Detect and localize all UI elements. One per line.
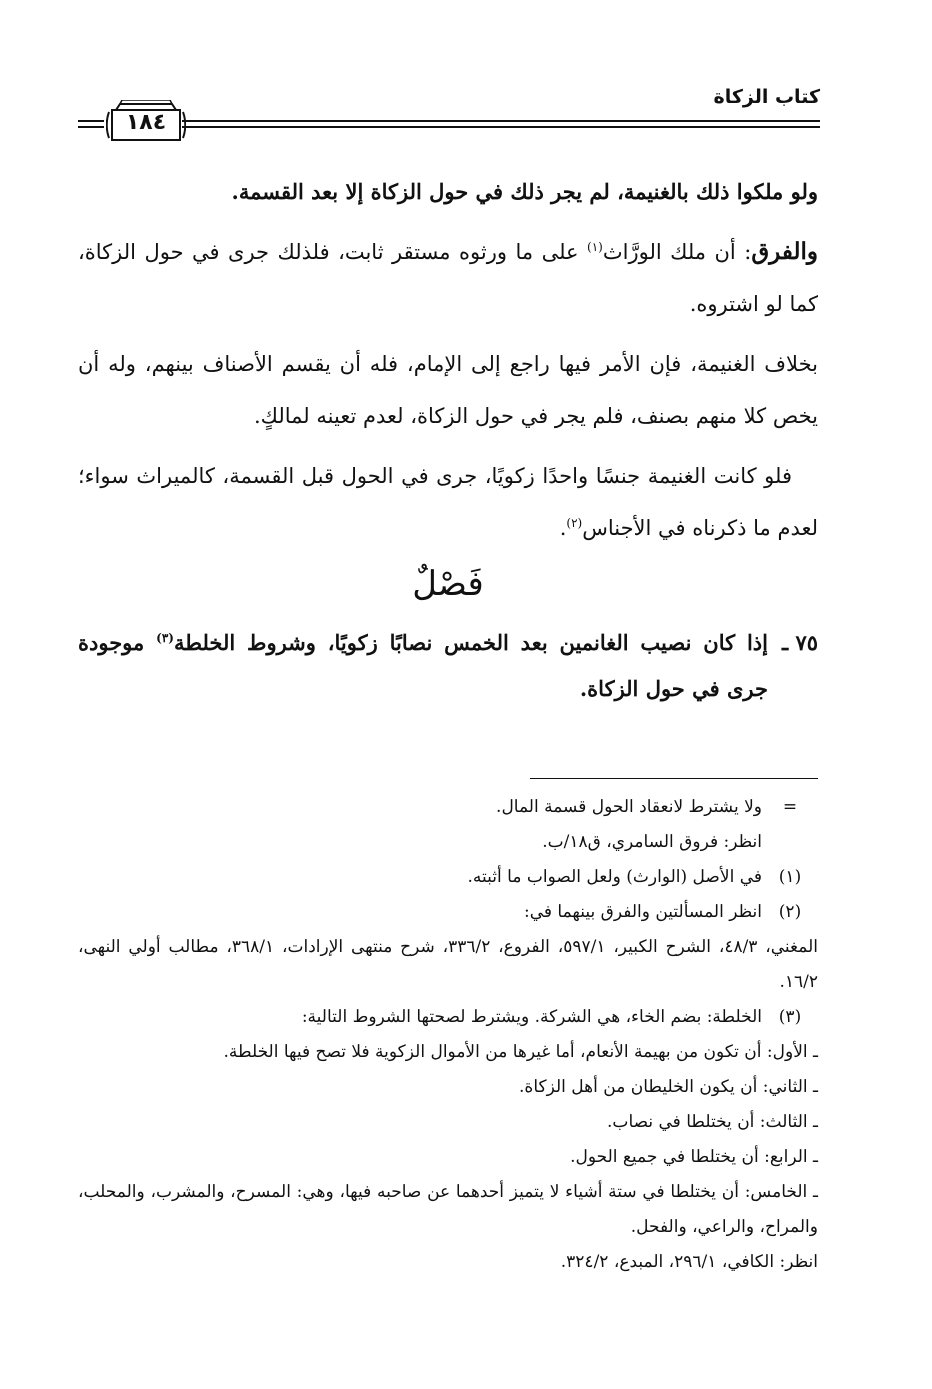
paragraph-4-text-b: . xyxy=(559,516,567,540)
footnote-line: انظر: فروق السامري، ق١٨/ب. xyxy=(542,832,762,852)
issue-text-a: إذا كان نصيب الغانمين بعد الخمس نصابًا زكويًا، وشروط الخلطة xyxy=(173,630,768,655)
footnote-ref-2: (٢) xyxy=(566,516,583,530)
page-number-badge xyxy=(106,100,186,144)
issue-text-b: موجودة جرى في حول الزكاة. xyxy=(78,630,768,701)
header-rules xyxy=(78,118,820,130)
issue-number: ٧٥ ـ xyxy=(781,630,818,655)
footnote-line: انظر المسألتين والفرق بينهما في: xyxy=(524,902,762,922)
footnote-separator xyxy=(530,778,818,779)
footnote-ref-1: (١) xyxy=(587,240,603,254)
page-number: ١٨٤ xyxy=(125,110,167,135)
paragraph-1 xyxy=(78,166,818,218)
footnote-3-condition: ـ الخامس: أن يختلطا في ستة أشياء لا يتميز أحدهما عن صاحبه فيها، وهي: المسرح، والمشرب، والمحلب، والمراح، والراعي، والفحل. xyxy=(78,1182,818,1237)
main-text xyxy=(78,166,818,1272)
footnote-2 xyxy=(78,895,818,930)
footnote-line: الخلطة: بضم الخاء، هي الشركة. ويشترط لصحتها الشروط التالية: xyxy=(301,1007,762,1027)
running-title: كتاب الزكاة xyxy=(713,86,820,108)
footnote-3-condition: ـ الثالث: أن يختلطا في نصاب. xyxy=(607,1112,818,1132)
header-rule-top xyxy=(182,120,820,122)
header-rule-left-top xyxy=(78,120,104,122)
section-heading: فَصْلٌ xyxy=(412,564,484,604)
footnote-3-condition: ـ الثاني: أن يكون الخليطان من أهل الزكاة. xyxy=(519,1077,818,1097)
footnote-body xyxy=(78,860,762,895)
footnote-3-sources: انظر: الكافي، ٢٩٦/١، المبدع، ٣٢٤/٢. xyxy=(560,1252,818,1272)
paragraph-1-text: ولو ملكوا ذلك بالغنيمة، لم يجر ذلك في حول الزكاة إلا بعد القسمة. xyxy=(231,179,818,204)
footnote-marker: = xyxy=(782,797,798,817)
footnote-1 xyxy=(78,860,818,895)
issue-75 xyxy=(78,620,818,712)
paragraph-2-text-b: على ما ورثوه مستقر ثابت، فلذلك جرى في حول الزكاة، كما لو اشتروه. xyxy=(78,240,818,316)
footnote-body xyxy=(78,895,762,930)
footnote-2-sources: المغني، ٤٨/٣، الشرح الكبير، ٥٩٧/١، الفروع، ٣٣٦/٢، شرح منتهى الإرادات، ٣٦٨/١، مطالب أولي النهى، ١٦/٢. xyxy=(78,937,818,992)
footnote-body xyxy=(78,1000,762,1035)
footnotes xyxy=(78,790,818,1280)
paragraph-3 xyxy=(78,338,818,442)
footnote-3-condition: ـ الرابع: أن يختلطا في جميع الحول. xyxy=(570,1147,818,1167)
paragraph-2-text-a: : أن ملك الورَّاث xyxy=(602,240,752,264)
footnote-3 xyxy=(78,1000,818,1035)
footnote-line: في الأصل (الوارث) ولعل الصواب ما أثبته. xyxy=(467,867,762,887)
lead-word-al-farq: والفرق xyxy=(751,238,818,265)
footnote-continued xyxy=(78,790,818,860)
header-rule-left-bottom xyxy=(78,126,104,128)
footnote-3-condition: ـ الأول: أن تكون من بهيمة الأنعام، أما غيرها من الأموال الزكوية فلا تصح فيها الخلطة. xyxy=(223,1042,818,1062)
footnote-marker: (١) xyxy=(778,867,802,887)
footnote-ref-3: (٣) xyxy=(156,631,174,645)
header-rule-bottom xyxy=(182,126,820,128)
issue-text xyxy=(78,620,768,712)
footnote-line: ولا يشترط لانعقاد الحول قسمة المال. xyxy=(496,797,762,817)
paragraph-4-text-a: فلو كانت الغنيمة جنسًا واحدًا زكويًا، جرى في الحول قبل القسمة، كالميراث سواء؛ لعدم ما ذكرناه في الأجناس xyxy=(78,464,818,540)
footnote-marker: (٢) xyxy=(778,902,802,922)
paragraph-4 xyxy=(78,450,818,554)
footnote-marker: (٣) xyxy=(778,1007,802,1027)
page-header xyxy=(78,80,820,150)
paragraph-3-text: بخلاف الغنيمة، فإن الأمر فيها راجع إلى الإمام، فله أن يقسم الأصناف بينهم، وله أن يخص كلا منهم بصنف، فلم يجر في حول الزكاة، لعدم تعينه لمالكٍ. xyxy=(78,352,818,428)
footnote-body xyxy=(78,790,762,860)
paragraph-2 xyxy=(78,226,818,330)
